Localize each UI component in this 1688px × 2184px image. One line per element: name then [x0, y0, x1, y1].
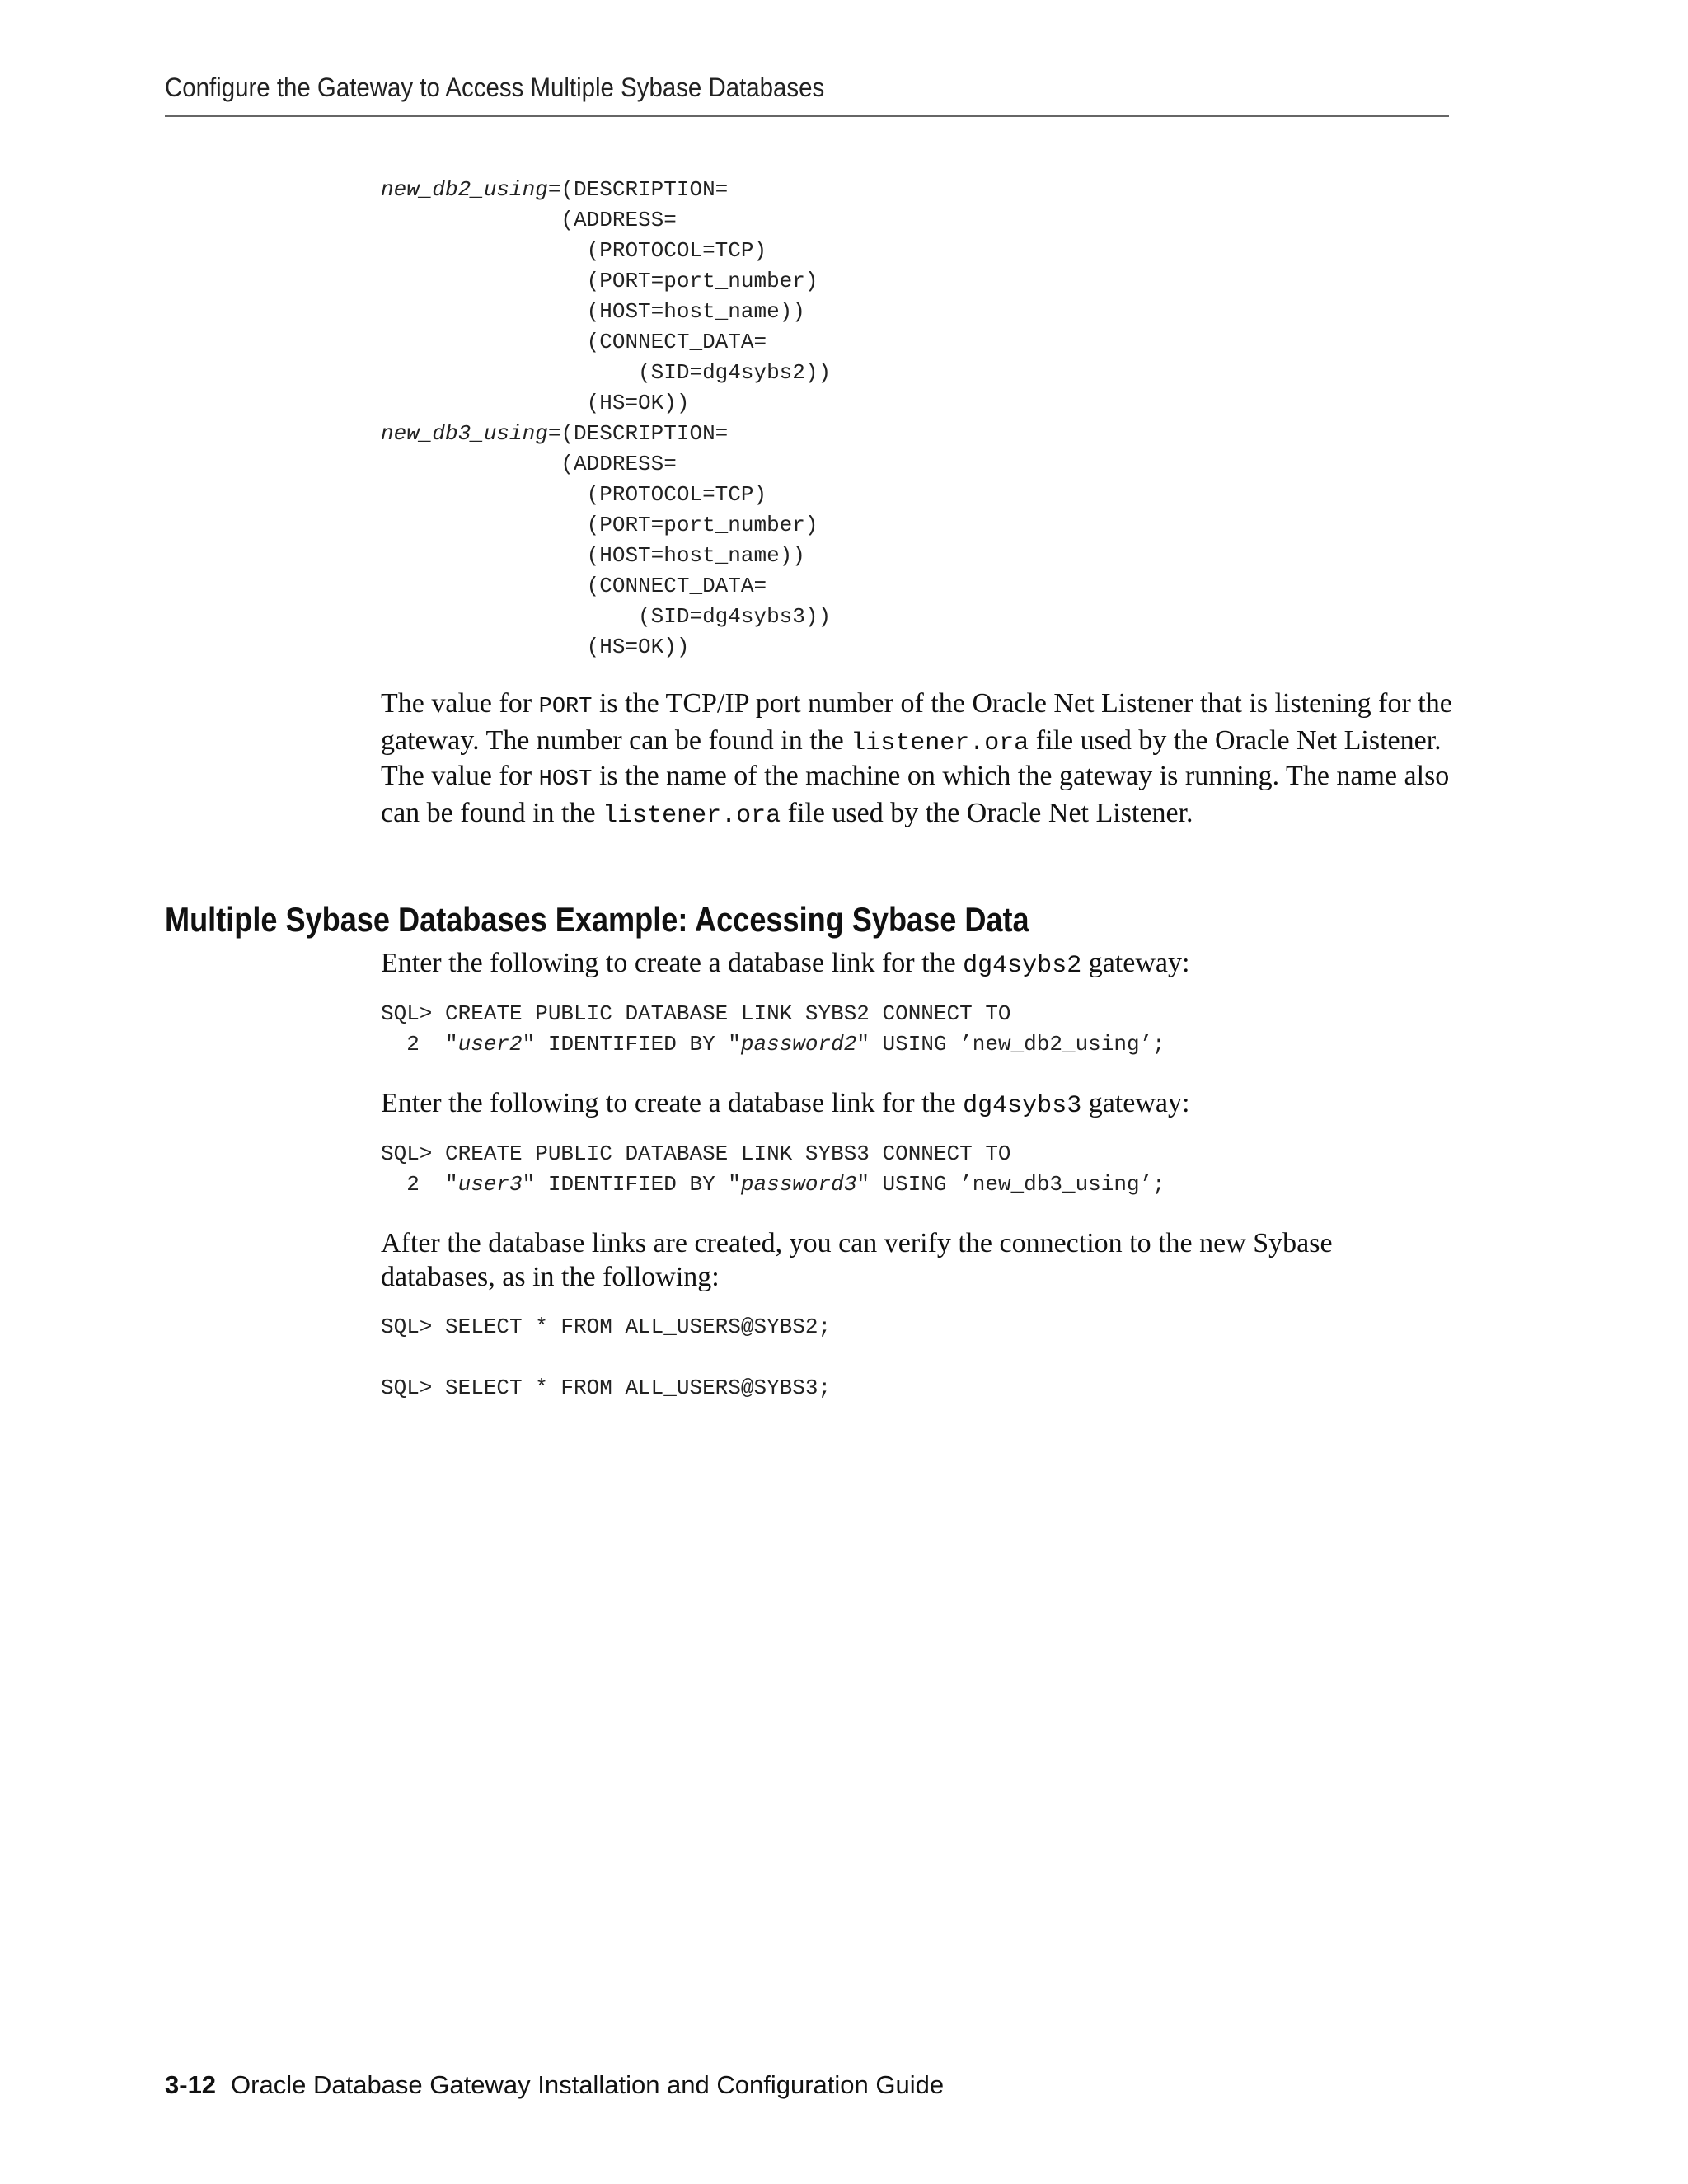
create-link-sybs2-code: SQL> CREATE PUBLIC DATABASE LINK SYBS2 CONNECT TO 2 "user2" IDENTIFIED BY "password2" USING ’new_db2_using’;: [381, 1001, 1165, 1057]
port-keyword: PORT: [538, 695, 593, 719]
code-line: =(DESCRIPTION=: [547, 177, 729, 202]
code-line: (CONNECT_DATA=: [381, 574, 767, 598]
code-line: (PROTOCOL=TCP): [381, 238, 767, 263]
create-link-sybs3-code: SQL> CREATE PUBLIC DATABASE LINK SYBS3 CONNECT TO 2 "user3" IDENTIFIED BY "password3" USING ’new_db3_using’;: [381, 1141, 1165, 1197]
service-name: new_db2_using: [381, 177, 548, 202]
code-line: (ADDRESS=: [381, 452, 677, 476]
tnsnames-code-block: [381, 175, 831, 663]
section-heading: Multiple Sybase Databases Example: Accessing Sybase Data: [165, 900, 1029, 939]
gateway-sid: dg4sybs3: [963, 1092, 1082, 1120]
code-line: (PROTOCOL=TCP): [381, 482, 767, 507]
gateway-sid: dg4sybs2: [963, 952, 1082, 980]
dg4sybs3-intro-paragraph: Enter the following to create a database link for the dg4sybs3 gateway:: [381, 1088, 1190, 1120]
code-line: (ADDRESS=: [381, 208, 677, 232]
code-line: (HOST=host_name)): [381, 543, 805, 568]
code-line: =(DESCRIPTION=: [547, 421, 729, 446]
listener-ora-filename: listener.ora: [603, 801, 781, 830]
code-line: (HS=OK)): [381, 635, 690, 659]
code-line: (HOST=host_name)): [381, 299, 805, 324]
port-host-paragraph: The value for PORT is the TCP/IP port number of the Oracle Net Listener that is listening for the gateway. The number can be found in the listener.ora file used by the Oracle Net Listener. The value for HOST is the name of the machine on which the gateway is running. The name also can be found in the listener.ora file used by the Oracle Net Listener.: [381, 688, 1452, 830]
code-line: (SID=dg4sybs2)): [381, 360, 832, 385]
code-line: (CONNECT_DATA=: [381, 330, 767, 354]
code-line: (PORT=port_number): [381, 513, 818, 537]
host-keyword: HOST: [538, 767, 593, 792]
page-footer: [165, 2070, 944, 2100]
verify-connection-paragraph: After the database links are created, you can verify the connection to the new Sybase databases, as in the following:: [381, 1228, 1333, 1292]
verify-select-code: SQL> SELECT * FROM ALL_USERS@SYBS2; SQL> SELECT * FROM ALL_USERS@SYBS3;: [381, 1315, 832, 1400]
header-rule: [165, 115, 1449, 117]
listener-ora-filename: listener.ora: [851, 729, 1029, 757]
running-header: Configure the Gateway to Access Multiple Sybase Databases: [165, 73, 825, 102]
code-line: (SID=dg4sybs3)): [381, 604, 832, 629]
page-number: 3-12: [165, 2070, 217, 2099]
code-line: (PORT=port_number): [381, 269, 818, 293]
service-name: new_db3_using: [381, 421, 548, 446]
dg4sybs2-intro-paragraph: Enter the following to create a database link for the dg4sybs2 gateway:: [381, 948, 1190, 980]
book-title: Oracle Database Gateway Installation and Configuration Guide: [231, 2070, 945, 2099]
code-line: (HS=OK)): [381, 391, 690, 415]
